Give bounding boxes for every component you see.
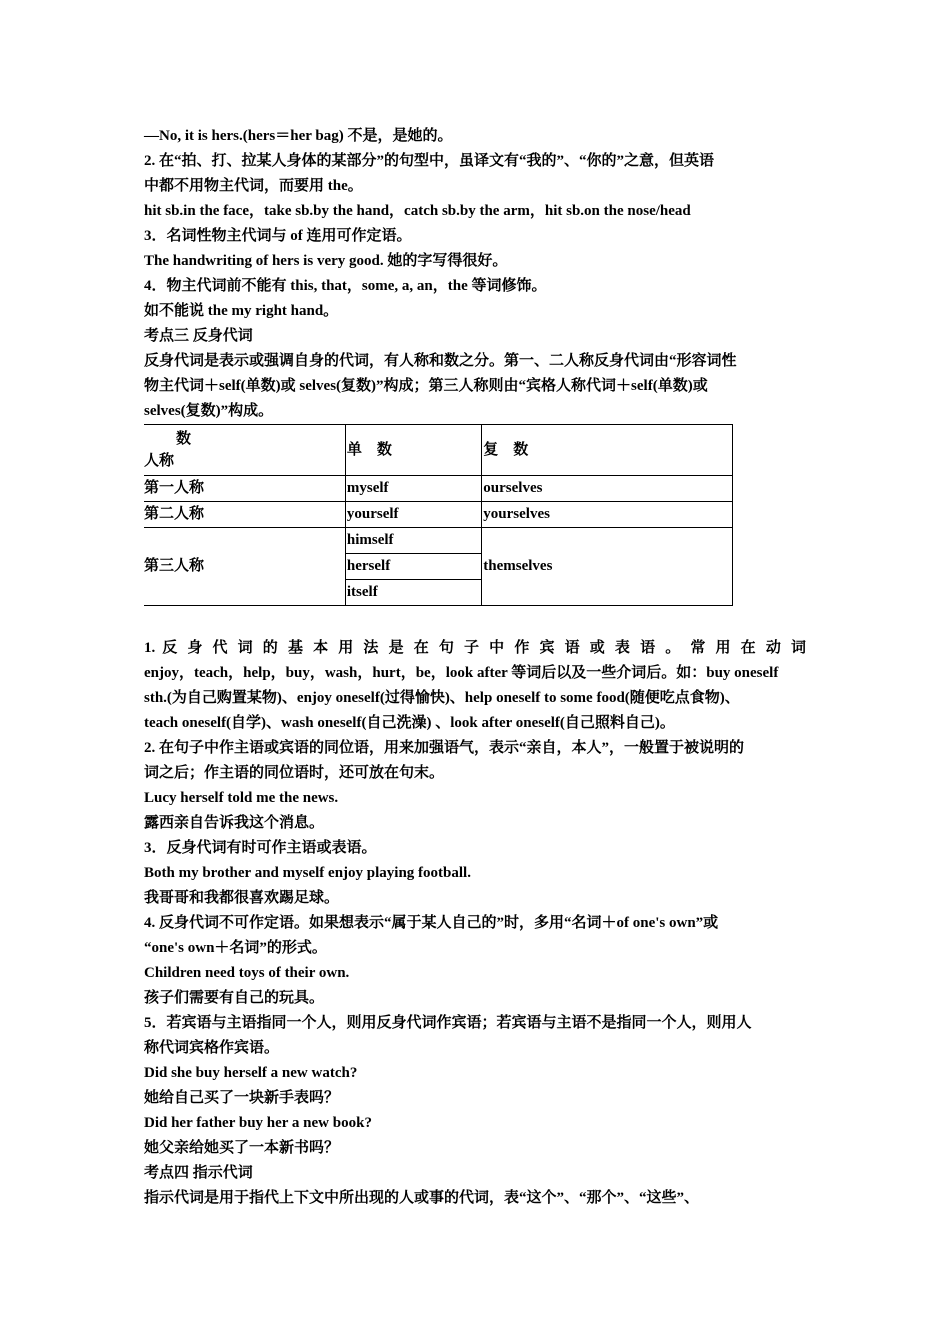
example-sentence: Did her father buy her a new book? bbox=[144, 1115, 372, 1131]
text-line: 指示代词是用于指代上下文中所出现的人或事的代词，表“这个”、“那个”、“这些”、 bbox=[144, 1190, 700, 1206]
cell-person: 第一人称 bbox=[144, 476, 345, 502]
cell-person: 第二人称 bbox=[144, 502, 345, 528]
text-line: 称代词宾格作宾语。 bbox=[144, 1040, 280, 1056]
example-translation: 我哥哥和我都很喜欢踢足球。 bbox=[144, 890, 340, 906]
example-sentence: Lucy herself told me the news. bbox=[144, 790, 339, 806]
section-heading: 考点四 指示代词 bbox=[144, 1165, 253, 1181]
cell-plural: ourselves bbox=[482, 476, 733, 502]
text-line: 5．若宾语与主语指同一个人，则用反身代词作宾语；若宾语与主语不是指同一个人，则用人 bbox=[144, 1015, 752, 1031]
text-line: sth.(为自己购置某物)、enjoy oneself(过得愉快)、help oneself to some food(随便吃点食物)、 bbox=[144, 690, 740, 706]
text-line: enjoy，teach，help，buy，wash，hurt，be，look after 等词后以及一些介词后。如：buy oneself bbox=[144, 665, 779, 681]
text-line: —No, it is hers.(hers＝her bag) 不是，是她的。 bbox=[144, 128, 453, 144]
header-plural: 复 数 bbox=[482, 425, 733, 476]
example-sentence: Both my brother and myself enjoy playing football. bbox=[144, 865, 471, 881]
text-line: 3．反身代词有时可作主语或表语。 bbox=[144, 840, 377, 856]
reflexive-pronoun-table-wrapper bbox=[144, 424, 810, 610]
cell-single: itself bbox=[345, 580, 481, 606]
example-translation: 她父亲给她买了一本新书吗？ bbox=[144, 1140, 340, 1156]
text-line: 物主代词＋self(单数)或 selves(复数)”构成；第三人称则由“宾格人称代词＋self(单数)或 bbox=[144, 378, 708, 394]
text-line: 2. 在“拍、打、拉某人身体的某部分”的句型中，虽译文有“我的”、“你的”之意，但英语 bbox=[144, 153, 715, 169]
text-line: 2. 在句子中作主语或宾语的同位语，用来加强语气，表示“亲自，本人”，一般置于被说明的 bbox=[144, 740, 745, 756]
example-translation: 孩子们需要有自己的玩具。 bbox=[144, 990, 325, 1006]
document-page bbox=[144, 124, 810, 1211]
example-sentence: Children need toys of their own. bbox=[144, 965, 350, 981]
cell-plural: themselves bbox=[482, 528, 733, 606]
table-row bbox=[144, 502, 733, 528]
table-row bbox=[144, 476, 733, 502]
cell-single: myself bbox=[345, 476, 481, 502]
table-row bbox=[144, 528, 733, 554]
cell-single: himself bbox=[345, 528, 481, 554]
reflexive-pronoun-table bbox=[144, 424, 733, 606]
text-line: 中都不用物主代词，而要用 the。 bbox=[144, 178, 363, 194]
text-line: selves(复数)”构成。 bbox=[144, 403, 274, 419]
cell-person: 第三人称 bbox=[144, 528, 345, 606]
header-single: 单 数 bbox=[345, 425, 481, 476]
header-shu: 数 bbox=[176, 431, 192, 447]
text-line: teach oneself(自学)、wash oneself(自己洗澡) 、look after oneself(自己照料自己)。 bbox=[144, 715, 675, 731]
example-translation: 她给自己买了一块新手表吗？ bbox=[144, 1090, 340, 1106]
text-line: 4. 反身代词不可作定语。如果想表示“属于某人自己的”时，多用“名词＋of one's own”或 bbox=[144, 915, 719, 931]
example-sentence: Did she buy herself a new watch? bbox=[144, 1065, 358, 1081]
spacer bbox=[144, 610, 810, 636]
header-renchen: 人称 bbox=[144, 453, 175, 469]
text-line: The handwriting of hers is very good. 她的字写得很好。 bbox=[144, 253, 508, 269]
cell-single: yourself bbox=[345, 502, 481, 528]
text-line: 4．物主代词前不能有 this, that，some, a, an，the 等词修饰。 bbox=[144, 278, 547, 294]
text-line: 词之后；作主语的同位语时，还可放在句末。 bbox=[144, 765, 445, 781]
example-translation: 露西亲自告诉我这个消息。 bbox=[144, 815, 325, 831]
text-line: 如不能说 the my right hand。 bbox=[144, 303, 339, 319]
text-line: hit sb.in the face，take sb.by the hand，catch sb.by the arm，hit sb.on the nose/head bbox=[144, 203, 691, 219]
table-corner-header bbox=[144, 425, 345, 476]
text-line: 反身代词是表示或强调自身的代词，有人称和数之分。第一、二人称反身代词由“形容词性 bbox=[144, 353, 737, 369]
cell-plural: yourselves bbox=[482, 502, 733, 528]
text-line: 1. 反 身 代 词 的 基 本 用 法 是 在 句 子 中 作 宾 语 或 表 语 。 常 用 在 动 词 bbox=[144, 640, 806, 656]
text-line: “one's own＋名词”的形式。 bbox=[144, 940, 327, 956]
text-line: 3．名词性物主代词与 of 连用可作定语。 bbox=[144, 228, 412, 244]
section-heading: 考点三 反身代词 bbox=[144, 328, 253, 344]
cell-single: herself bbox=[345, 554, 481, 580]
